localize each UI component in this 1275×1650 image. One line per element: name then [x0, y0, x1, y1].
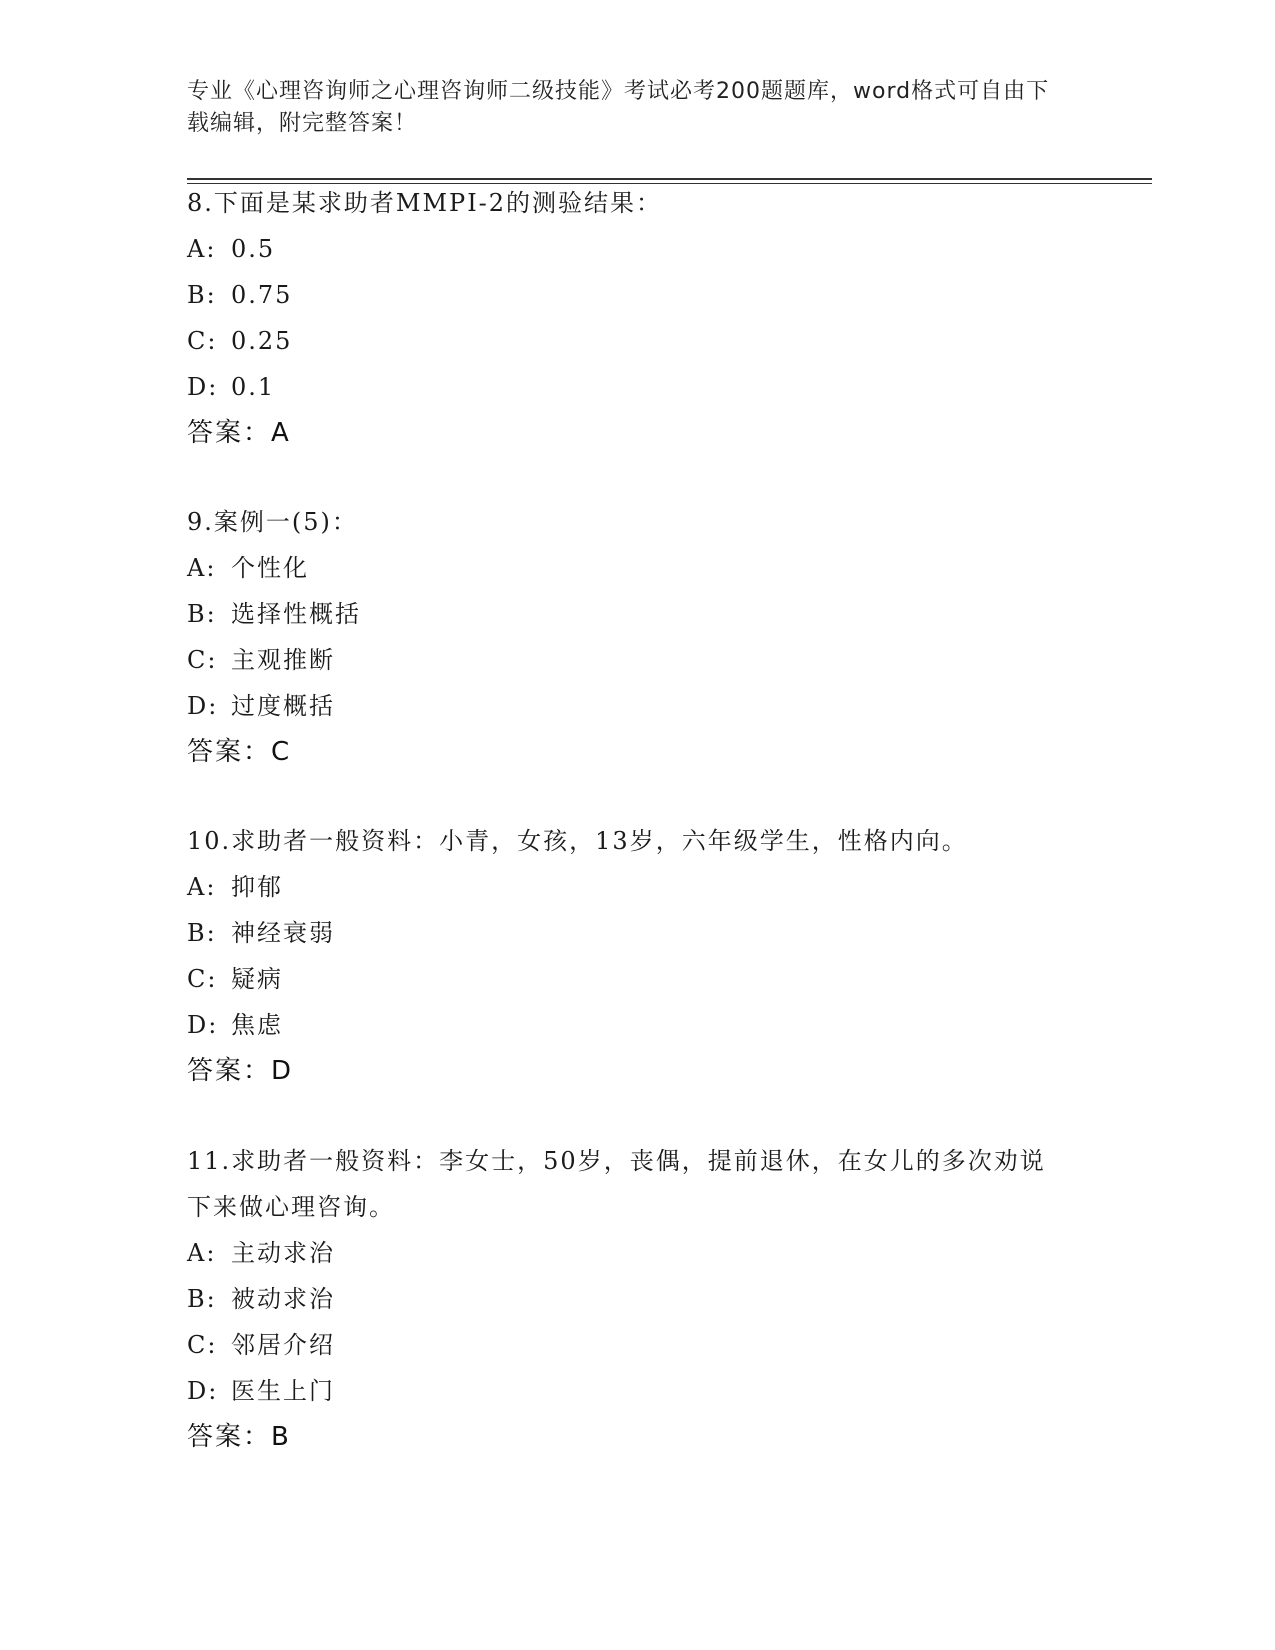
option-text: 主观推断	[231, 646, 335, 674]
option-letter: C:	[187, 965, 218, 993]
option-c	[187, 956, 1087, 1002]
option-text: 被动求治	[231, 1285, 335, 1313]
option-b	[187, 1276, 1067, 1322]
option-letter: C:	[187, 1331, 218, 1359]
option-letter: D:	[187, 373, 219, 401]
answer-line: 答案：A	[187, 418, 291, 448]
option-letter: A:	[187, 235, 217, 263]
option-c	[187, 1322, 1067, 1368]
option-d	[187, 1002, 1087, 1048]
option-text: 抑郁	[231, 873, 283, 901]
answer-line: 答案：B	[187, 1422, 291, 1452]
option-letter: C:	[187, 327, 218, 355]
option-letter: B:	[187, 600, 217, 628]
option-letter: B:	[187, 1285, 217, 1313]
option-b	[187, 591, 1087, 637]
option-c	[187, 318, 1087, 364]
option-letter: D:	[187, 692, 219, 720]
option-text: 神经衰弱	[231, 919, 335, 947]
question-item	[187, 180, 1087, 456]
question-item	[187, 818, 1087, 1094]
option-letter: B:	[187, 281, 217, 309]
question-item	[187, 1138, 1067, 1460]
option-d	[187, 683, 1087, 729]
question-stem: 11.求助者一般资料：李女士，50岁，丧偶，提前退休，在女儿的多次劝说下来做心理咨询。	[187, 1147, 1046, 1221]
option-letter: A:	[187, 554, 217, 582]
option-b	[187, 272, 1087, 318]
option-c	[187, 637, 1087, 683]
option-d	[187, 1368, 1067, 1414]
option-text: 主动求治	[231, 1239, 335, 1267]
document-header: 专业《心理咨询师之心理咨询师二级技能》考试必考200题题库，word格式可自由下载编辑，附完整答案！	[187, 79, 1050, 136]
question-stem: 8.下面是某求助者MMPI-2的测验结果：	[187, 189, 663, 217]
option-a	[187, 864, 1087, 910]
option-d	[187, 364, 1087, 410]
option-letter: D:	[187, 1011, 219, 1039]
option-letter: D:	[187, 1377, 219, 1405]
option-b	[187, 910, 1087, 956]
question-stem: 9.案例一(5)：	[187, 508, 358, 536]
answer-line: 答案：D	[187, 1056, 294, 1086]
option-text: 医生上门	[231, 1377, 335, 1405]
question-item	[187, 499, 1087, 775]
option-letter: C:	[187, 646, 218, 674]
option-text: 焦虑	[231, 1011, 283, 1039]
question-stem: 10.求助者一般资料：小青，女孩，13岁，六年级学生，性格内向。	[187, 827, 968, 855]
option-text: 过度概括	[231, 692, 335, 720]
option-letter: A:	[187, 1239, 217, 1267]
option-text: 邻居介绍	[231, 1331, 335, 1359]
answer-line: 答案：C	[187, 737, 292, 767]
option-text: 0.1	[231, 373, 276, 401]
option-text: 0.25	[231, 327, 293, 355]
option-text: 疑病	[231, 965, 283, 993]
option-text: 选择性概括	[231, 600, 361, 628]
option-letter: A:	[187, 873, 217, 901]
option-a	[187, 1230, 1067, 1276]
option-text: 0.5	[231, 235, 276, 263]
option-a	[187, 226, 1087, 272]
option-letter: B:	[187, 919, 217, 947]
option-text: 0.75	[231, 281, 293, 309]
option-a	[187, 545, 1087, 591]
option-text: 个性化	[231, 554, 309, 582]
